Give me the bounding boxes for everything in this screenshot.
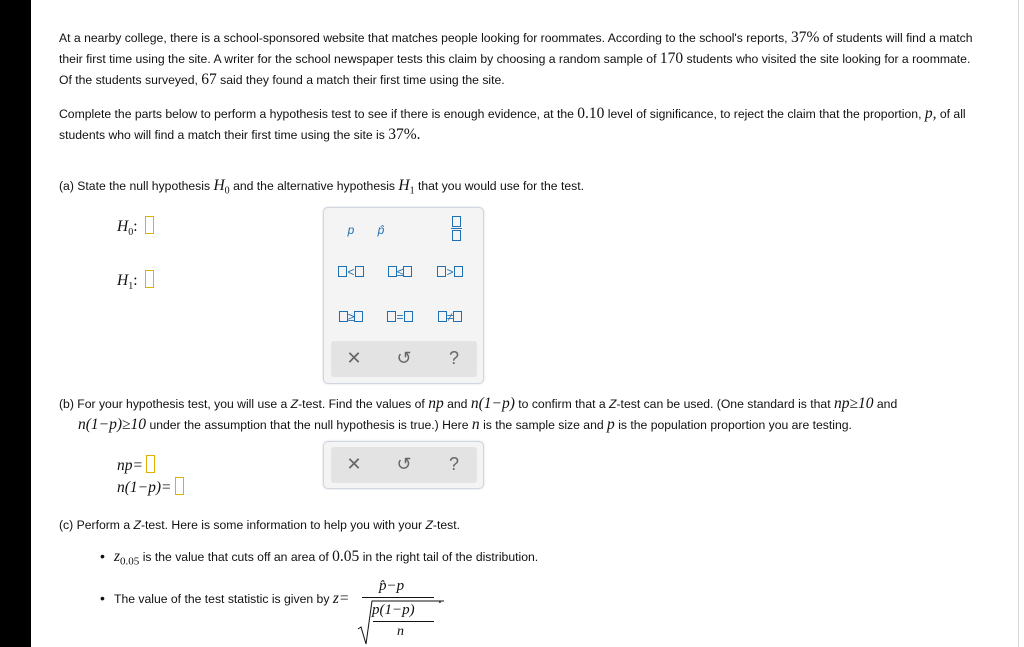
n1p-row: n(1−p)=	[117, 477, 184, 497]
symbol-palette	[323, 207, 484, 384]
part-b-tool-panel	[323, 441, 484, 489]
clear-icon[interactable]: ✕	[346, 454, 362, 474]
part-a-prompt: (a) State the null hypothesis $H_0$ and the alternative hypothesis $H_1$ that you would use for the test.	[59, 177, 584, 197]
h1-row: $H_1$:	[117, 270, 154, 292]
task-line-1: Complete the parts below to perform a hypothesis test to see if there is enough evidence, at the 0.10 level of significance, to reject the claim that the proportion, p, of all	[59, 105, 966, 122]
bullet-1-dot: •	[100, 548, 105, 564]
help-icon[interactable]: ?	[448, 454, 459, 474]
greater-than-button[interactable]: >	[430, 265, 470, 279]
formula-denominator-n: n	[397, 624, 404, 639]
intro-line-3: Of the students surveyed, 67 said they found a match their first time using the site.	[59, 71, 505, 88]
task-line-2: students who will find a match their first time using the site is 37%.	[59, 126, 421, 143]
part-b-action-strip	[331, 447, 477, 483]
clear-icon[interactable]: ✕	[346, 348, 362, 368]
formula-denominator-top: p(1−p)	[372, 602, 415, 618]
part-c-bullet-2: The value of the test statistic is given by z=	[114, 590, 350, 607]
less-equal-button[interactable]: ≤	[380, 265, 420, 279]
intro-line-1: At a nearby college, there is a school-sponsored website that matches people looking for roommates. According to the school's reports, 37% of students will find a match	[59, 29, 973, 46]
part-b-line-2: n(1−p)≥10 under the assumption that the null hypothesis is true.) Here n is the sample size and p is the population proportion you are testing.	[78, 416, 852, 433]
p-button[interactable]: p	[347, 223, 355, 237]
h0-input[interactable]	[145, 216, 154, 234]
formula-fraction-bar	[362, 597, 434, 598]
h0-row: $H_0$:	[117, 216, 154, 238]
formula-period: .	[438, 590, 442, 606]
np-row: np=	[117, 455, 155, 475]
equals-button[interactable]: =	[380, 310, 420, 324]
formula-inner-bar	[373, 621, 434, 622]
help-icon[interactable]: ?	[448, 348, 459, 368]
greater-equal-button[interactable]: ≥	[331, 310, 371, 324]
right-border-line	[1018, 0, 1019, 647]
part-b-line-1: (b) For your hypothesis test, you will use a Z-test. Find the values of np and n(1−p) to confirm that a Z-test can be used. (One standard is that np≥10 and	[59, 395, 898, 412]
not-equal-button[interactable]: ≠	[430, 310, 470, 324]
h1-input[interactable]	[145, 270, 154, 288]
left-edge-bar	[0, 0, 31, 647]
intro-line-2: their first time using the site. A writer for the school newspaper tests this claim by choosing a random sample of 170 students who visited the site looking for a roommate.	[59, 50, 971, 67]
fraction-button[interactable]	[436, 216, 476, 241]
undo-icon[interactable]: ↺	[396, 348, 412, 368]
np-input[interactable]	[146, 455, 155, 473]
formula-numerator: p̂−p	[379, 578, 405, 594]
n1p-input[interactable]	[175, 477, 184, 495]
undo-icon[interactable]: ↺	[396, 454, 412, 474]
bullet-2-dot: •	[100, 590, 105, 606]
part-c-bullet-1: $z_{0.05}$ is the value that cuts off an area of 0.05 in the right tail of the distribution.	[114, 548, 539, 568]
p-hat-button[interactable]: p̂	[377, 223, 385, 237]
part-c-prompt: (c) Perform a Z-test. Here is some information to help you with your Z-test.	[59, 518, 461, 532]
z-formula	[356, 572, 448, 646]
less-than-button[interactable]: <	[331, 265, 371, 279]
palette-action-strip	[331, 341, 477, 377]
